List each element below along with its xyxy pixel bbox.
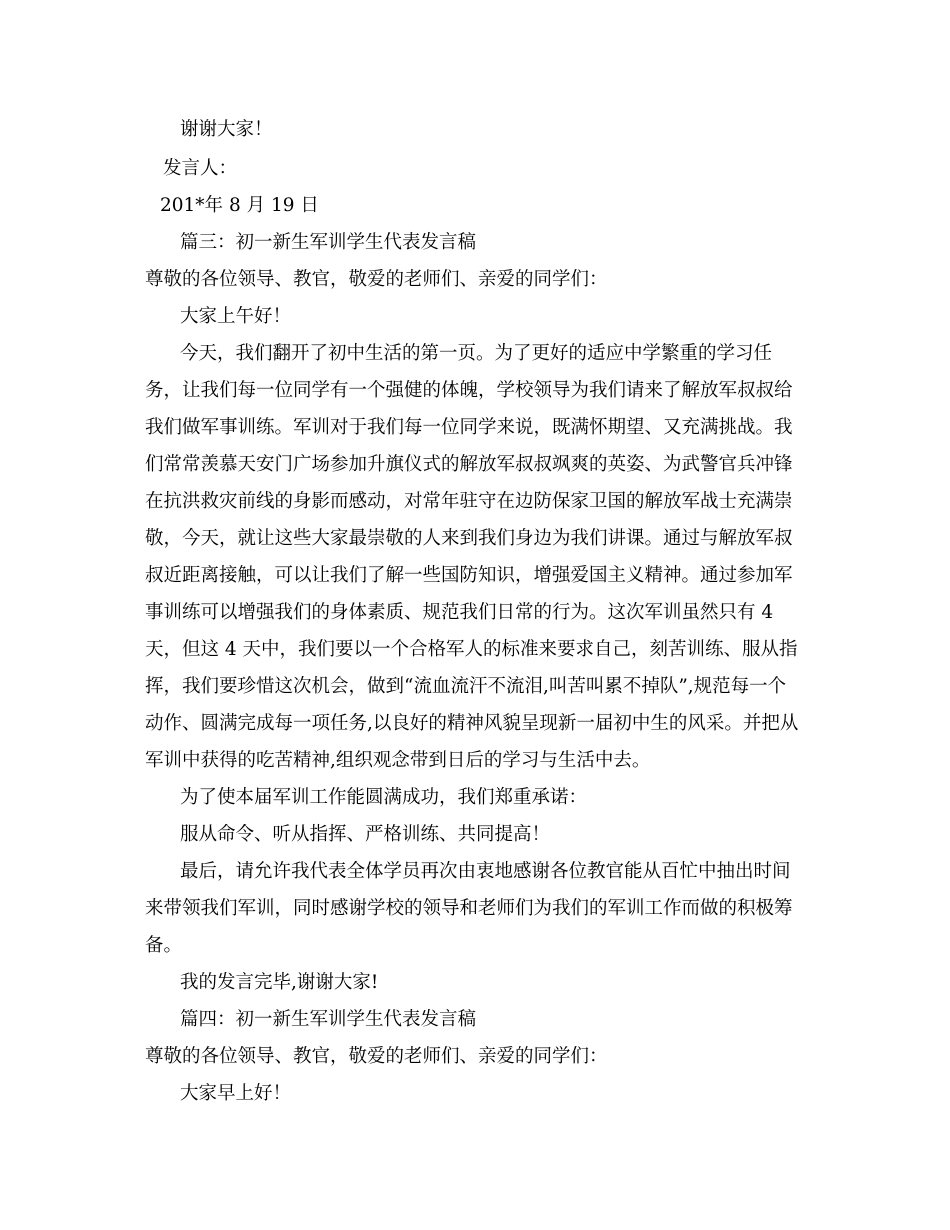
closing-thanks: 谢谢大家！ [180,119,273,140]
paragraph-line: 叔近距离接触，可以让我们了解一些国防知识，增强爱国主义精神。通过参加军 [145,565,793,586]
pledge-line: 服从命令、听从指挥、严格训练、共同提高！ [180,824,551,845]
closing-line: 我的发言完毕,谢谢大家! [180,972,379,993]
greeting: 大家早上好！ [180,1083,292,1104]
salutation: 尊敬的各位领导、教官，敬爱的老师们、亲爱的同学们： [145,269,608,290]
paragraph-line: 备。 [145,935,183,956]
section-title-4: 篇四：初一新生军训学生代表发言稿 [180,1009,477,1030]
paragraph-line: 今天，我们翻开了初中生活的第一页。为了更好的适应中学繁重的学习任 [180,343,773,364]
speech-date: 201*年 8 月 19 日 [160,195,319,216]
paragraph-line: 为了使本届军训工作能圆满成功，我们郑重承诺： [180,787,588,808]
paragraph-line: 天，但这 4 天中，我们要以一个合格军人的标准来要求自己，刻苦训练、服从指 [145,639,798,660]
paragraph-line: 动作、圆满完成每一项任务,以良好的精神风貌呈现新一届初中生的风采。并把从 [145,713,799,734]
section-title-3: 篇三：初一新生军训学生代表发言稿 [180,232,477,253]
paragraph-line: 事训练可以增强我们的身体素质、规范我们日常的行为。这次军训虽然只有 4 [145,602,774,623]
paragraph-line: 在抗洪救灾前线的身影而感动，对常年驻守在边防保家卫国的解放军战士充满崇 [145,491,793,512]
speaker-label: 发言人： [163,158,238,179]
paragraph-line: 务，让我们每一位同学有一个强健的体魄，学校领导为我们请来了解放军叔叔给 [145,380,793,401]
paragraph-line: 们常常羡慕天安门广场参加升旗仪式的解放军叔叔飒爽的英姿、为武警官兵冲锋 [145,454,793,475]
paragraph-line: 挥，我们要珍惜这次机会，做到“流血流汗不流泪,叫苦叫累不掉队”,规范每一个 [145,676,787,697]
paragraph-line: 敬，今天，就让这些大家最崇敬的人来到我们身边为我们讲课。通过与解放军叔 [145,528,793,549]
paragraph-line: 军训中获得的吃苦精神,组织观念带到日后的学习与生活中去。 [145,750,651,771]
paragraph-line: 我们做军事训练。军训对于我们每一位同学来说，既满怀期望、又充满挑战。我 [145,417,793,438]
salutation: 尊敬的各位领导、教官，敬爱的老师们、亲爱的同学们： [145,1046,608,1067]
paragraph-line: 最后，请允许我代表全体学员再次由衷地感谢各位教官能从百忙中抽出时间 [180,861,791,882]
paragraph-line: 来带领我们军训，同时感谢学校的领导和老师们为我们的军训工作而做的积极筹 [145,898,793,919]
greeting: 大家上午好！ [180,306,292,327]
